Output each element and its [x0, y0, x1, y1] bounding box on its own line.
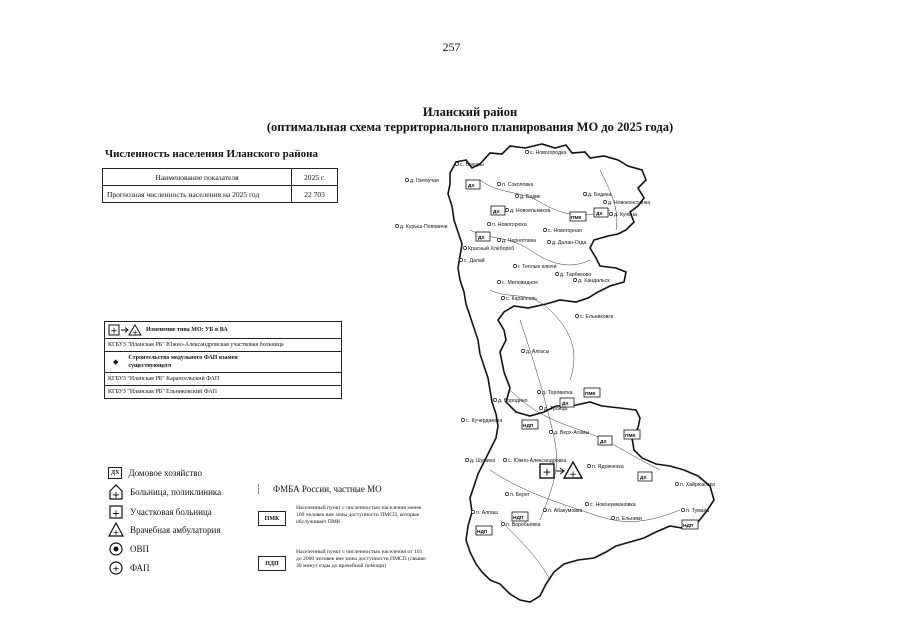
table-header-cell: Наименование показателя: [103, 169, 292, 186]
settlement-marker: [405, 178, 408, 181]
type-change-item: КГБУЗ "Иланская РБ" Южно-Александровская участковая больница: [105, 338, 341, 351]
page-number: 257: [442, 40, 461, 54]
svg-text:НДП: НДП: [683, 524, 694, 529]
svg-text:НДП: НДП: [513, 516, 524, 521]
settlement-marker: [501, 522, 504, 525]
settlement-label: с. Карапсель: [506, 296, 537, 302]
legend-label: ФМБА России, частные МО: [273, 484, 382, 494]
legend-hospital: [108, 484, 221, 500]
type-change-label: Изменение типа МО: УБ в ВА: [146, 327, 228, 333]
ovp-icon: [108, 541, 124, 557]
settlement-label: д. Новоельников: [510, 208, 551, 214]
changes-box: [104, 321, 342, 399]
map-box: [491, 206, 505, 215]
settlement-marker: [609, 212, 612, 215]
legend-district-hospital: [108, 504, 212, 520]
legend-label: Участковая больница: [130, 507, 212, 517]
legend-fmba: [258, 484, 382, 494]
legend-label: Домовое хозяйство: [128, 468, 202, 478]
settlement-label: п. Алпаш: [476, 510, 499, 516]
settlement-label: д. Алгасы: [526, 349, 550, 355]
settlement-label: д. Кучина: [614, 212, 637, 218]
legend-label: ФАП: [130, 563, 150, 573]
settlement-label: п. Воробьевка: [506, 522, 541, 528]
settlement-marker: [497, 280, 500, 283]
settlement-label: д. Шумиха: [470, 458, 496, 464]
district-hospital-icon: [108, 504, 124, 520]
svg-text:НДП: НДП: [523, 424, 534, 429]
settlement-marker: [461, 418, 464, 421]
featured-conversion-icon: [540, 462, 582, 480]
place-labels: [395, 150, 715, 528]
settlement-marker: [539, 406, 542, 409]
map-box: [638, 472, 652, 481]
settlement-marker: [573, 278, 576, 281]
settlement-marker: [497, 182, 500, 185]
legend-label: ОВП: [130, 544, 150, 554]
svg-text:+: +: [111, 490, 121, 500]
settlement-label: с. Новогородка: [530, 150, 567, 156]
settlement-label: г. Теплые ключи: [518, 264, 557, 270]
settlement-label: п. Тумаха: [686, 508, 709, 514]
legend-household: [108, 467, 202, 479]
svg-text:НДП: НДП: [477, 530, 488, 535]
settlement-label: д. Гремучая: [410, 178, 439, 184]
settlement-label: п. Абакумовка: [548, 508, 583, 514]
table-header-cell: 2025 г.: [292, 169, 338, 186]
svg-text:ДХ: ДХ: [600, 440, 607, 445]
settlement-label: с. Далай: [464, 258, 485, 264]
settlement-label: с. Южно-Александровка: [508, 458, 567, 464]
settlement-marker: [587, 464, 590, 467]
svg-text:+: +: [111, 508, 121, 520]
settlement-label: д. Новоконстанка: [608, 200, 651, 206]
fap-small-icon: ◆: [113, 358, 119, 366]
settlement-marker: [549, 430, 552, 433]
svg-text:ДХ: ДХ: [478, 236, 485, 241]
legend-ovp: [108, 541, 149, 557]
settlement-marker: [503, 458, 506, 461]
hospital-to-ambulatory-icon: [108, 324, 142, 336]
fap-icon: [108, 560, 124, 576]
household-icon: ДХ: [108, 467, 122, 479]
ndp-icon: НДП: [258, 556, 286, 571]
settlement-label: с. Миловидное: [502, 280, 538, 286]
construction-row: [105, 351, 341, 372]
legend-label: Врачебная амбулатория: [130, 525, 221, 535]
construction-item: КГБУЗ "Иланская РБ" Ельниковский ФАП: [105, 385, 341, 398]
settlement-label: п. Берег: [510, 492, 530, 498]
svg-text:+: +: [112, 564, 120, 575]
map-box: [522, 420, 538, 429]
svg-text:ДХ: ДХ: [640, 476, 647, 481]
map-box: [512, 512, 528, 521]
settlement-marker: [513, 264, 516, 267]
settlement-label: д. Чернятовка: [502, 238, 537, 244]
svg-text:+: +: [110, 326, 118, 336]
settlement-marker: [515, 194, 518, 197]
settlement-label: д. Курыш-Поповичи: [400, 224, 448, 230]
population-heading: Численность населения Иланского района: [105, 148, 318, 160]
settlement-marker: [395, 224, 398, 227]
settlement-marker: [505, 208, 508, 211]
settlement-marker: [521, 349, 524, 352]
map-box: [682, 520, 698, 529]
map-box: [466, 180, 480, 189]
settlement-label: д. Троица: [544, 406, 568, 412]
map-title: [170, 105, 770, 135]
settlement-marker: [575, 314, 578, 317]
legend-fap: [108, 560, 150, 576]
settlement-marker: [487, 222, 490, 225]
pmk-icon: ПМК: [258, 511, 286, 526]
svg-text:ПМК: ПМК: [571, 216, 582, 221]
settlement-label: д. Хандальск: [578, 278, 610, 284]
settlement-marker: [505, 492, 508, 495]
map-box: [584, 388, 600, 397]
settlement-marker: [681, 508, 684, 511]
table-row: [103, 186, 338, 203]
svg-text:ДХ: ДХ: [493, 210, 500, 215]
svg-text:+: +: [542, 465, 552, 479]
map-box: [476, 232, 490, 241]
map-box: [570, 212, 586, 221]
legend-ambulatory: [108, 522, 221, 538]
settlement-marker: [585, 502, 588, 505]
district-map: [380, 140, 720, 610]
svg-text:ПМК: ПМК: [625, 434, 636, 439]
settlement-marker: [555, 272, 558, 275]
settlement-marker: [603, 200, 606, 203]
title-line-2: (оптимальная схема территориального планирования МО до 2025 года): [266, 120, 674, 134]
settlement-label: п. Соколовка: [502, 182, 534, 188]
population-table: [102, 168, 338, 203]
settlement-label: п. Хайрюзовка: [680, 482, 715, 488]
settlement-marker: [455, 162, 458, 165]
legend-label: Больница, поликлиника: [130, 487, 222, 497]
ambulatory-icon: [108, 522, 124, 538]
map-box: [594, 208, 608, 217]
table-cell: 22 703: [292, 186, 338, 203]
pmk-note: Населенный пункт с численностью населения менее 100 человек вне зоны доступности ПМСП, которые обслуживает ПМК: [296, 505, 422, 525]
settlement-label: с. Новогорная: [548, 228, 582, 234]
settlement-label: д. Тороватка: [542, 390, 573, 396]
settlement-label: п. Ельники: [616, 516, 642, 522]
settlement-label: д. Бородино: [498, 398, 528, 404]
settlement-label: д. Тарбеково: [560, 272, 592, 278]
title-line-1: Иланский район: [422, 105, 518, 119]
settlement-marker: [463, 246, 466, 249]
settlement-marker: [465, 458, 468, 461]
svg-text:ДХ: ДХ: [562, 402, 569, 407]
settlement-marker: [543, 228, 546, 231]
settlement-marker: [497, 238, 500, 241]
table-cell: Прогнозная численность населения на 2025 год: [103, 186, 292, 203]
construction-item: КГБУЗ "Иланская РБ" Карапсельский ФАП: [105, 372, 341, 385]
map-box: [476, 526, 492, 535]
construction-label: Строительство модульного ФАП взамен существующего: [128, 355, 238, 369]
settlement-marker: [583, 192, 586, 195]
settlement-label: с. Кучердаевка: [466, 418, 503, 424]
settlement-label: Красный Хлебороб: [468, 246, 515, 252]
settlement-label: п. Ядовченка: [592, 464, 624, 470]
settlement-label: с. Ельниковск: [580, 314, 614, 320]
settlement-marker: [471, 510, 474, 513]
svg-text:+: +: [112, 528, 120, 537]
ndp-note: Населенный пункт с численностью населения от 101 до 2000 человек вне зоны доступности ПМСП (свыше 30 минут езды до врачебной помощи): [296, 549, 426, 569]
fmba-icon: [258, 484, 267, 494]
settlement-marker: [501, 296, 504, 299]
settlement-label: д. Далан-Огда: [552, 240, 587, 246]
svg-text:ДХ: ДХ: [596, 212, 603, 217]
settlement-marker: [675, 482, 678, 485]
svg-text:+: +: [132, 328, 138, 336]
settlement-marker: [611, 516, 614, 519]
settlement-label: д. Бадик: [520, 194, 541, 200]
map-box: [598, 436, 612, 445]
settlement-marker: [493, 398, 496, 401]
table-row: [103, 169, 338, 186]
settlement-label: п. Новогорюха: [492, 222, 527, 228]
legend-pmk: [258, 511, 286, 526]
settlement-marker: [537, 390, 540, 393]
settlement-marker: [459, 258, 462, 261]
settlement-label: д. Верх-Атамы: [554, 430, 590, 436]
type-change-row: [105, 322, 341, 338]
map-box: [624, 430, 640, 439]
settlement-marker: [547, 240, 550, 243]
settlement-marker: [525, 150, 528, 153]
legend-ndp: [258, 556, 286, 571]
settlement-label: д. Бедека: [588, 192, 612, 198]
hospital-icon: [108, 484, 124, 500]
svg-text:ДХ: ДХ: [468, 184, 475, 189]
svg-text:+: +: [569, 470, 577, 480]
svg-text:ПМК: ПМК: [585, 392, 596, 397]
settlement-marker: [543, 508, 546, 511]
settlement-label: с. Бохоры: [460, 162, 484, 168]
settlement-label: с. Новонукмановка: [590, 502, 636, 508]
